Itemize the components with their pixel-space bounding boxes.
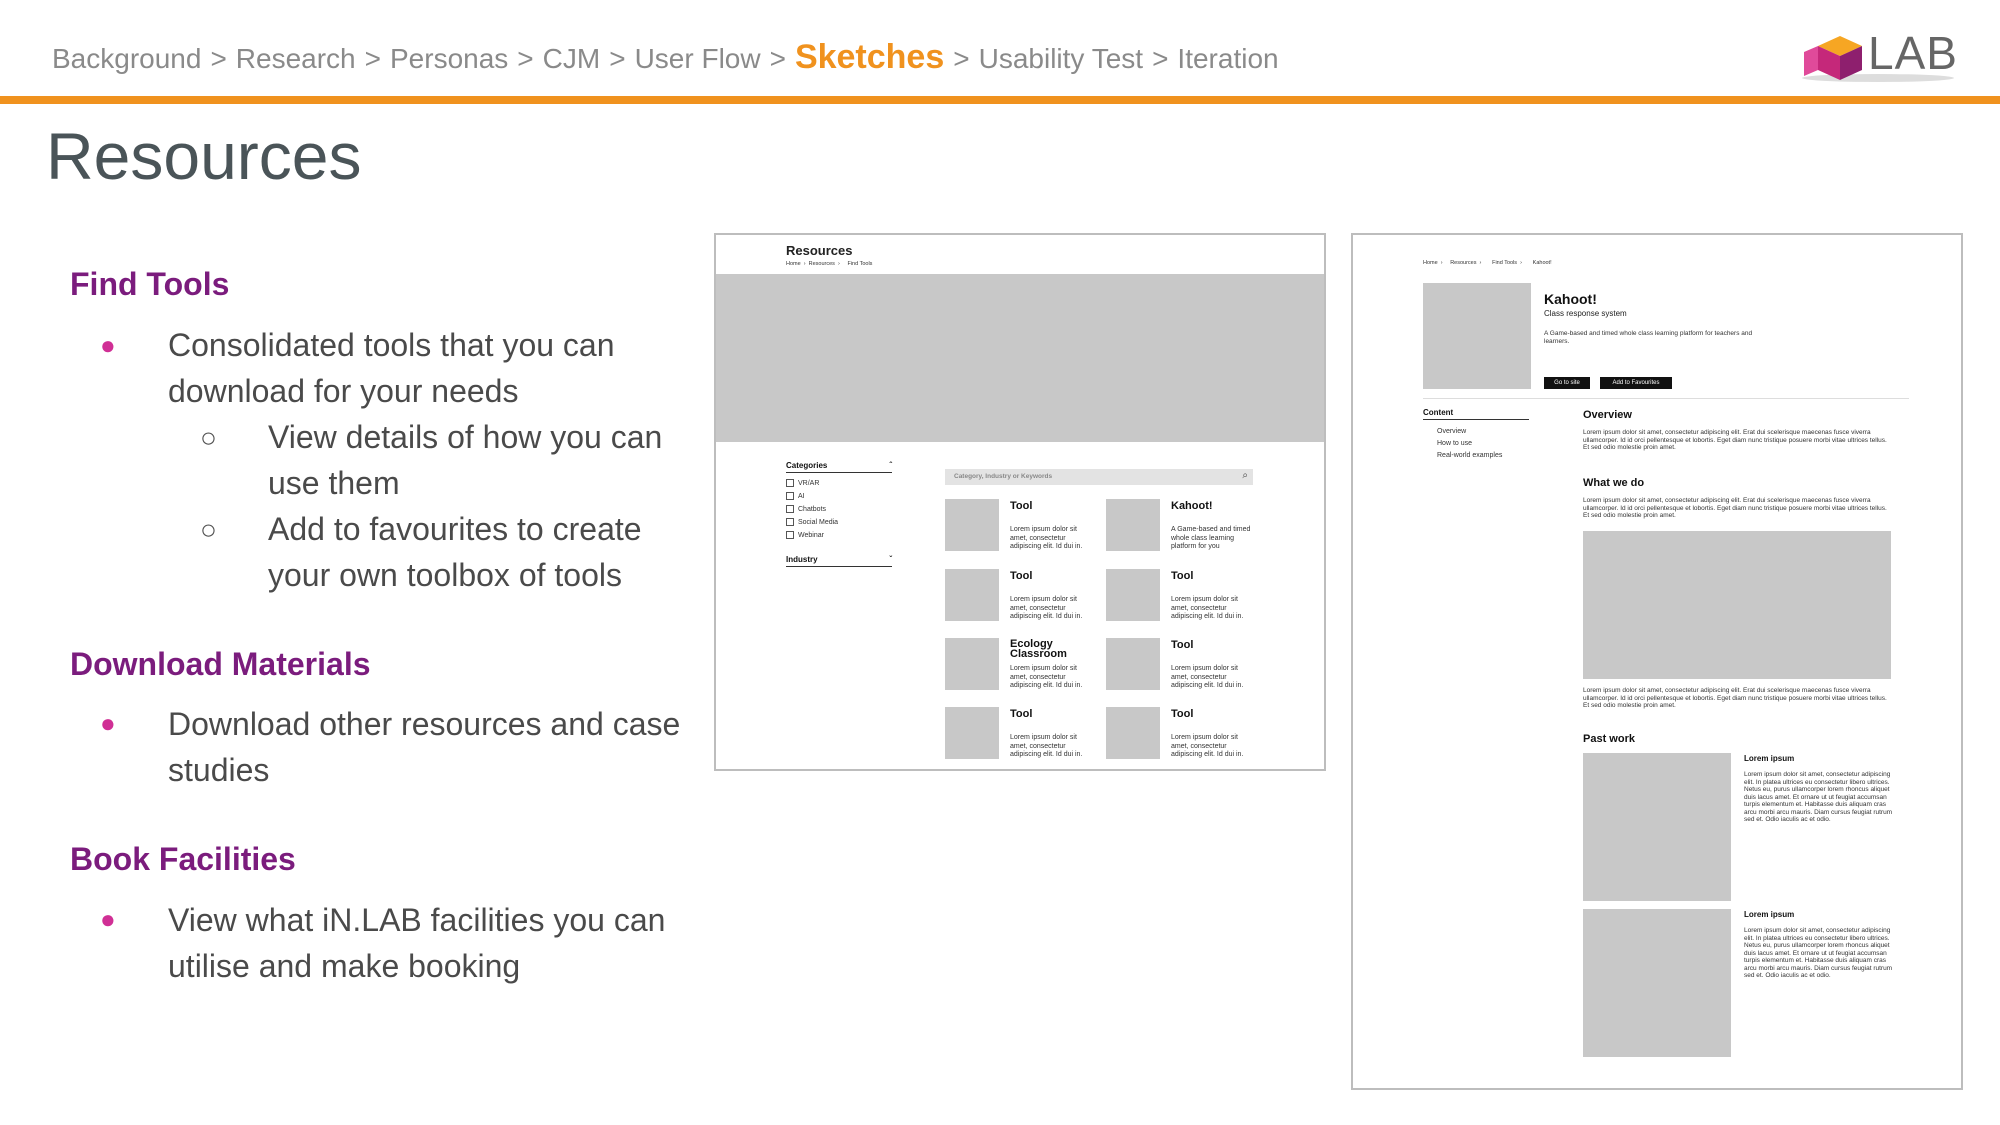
- wf1-tile-desc: Lorem ipsum dolor sit amet, consectetur adipiscing elit. Id dui in.: [1010, 734, 1083, 758]
- wf1-tile-title[interactable]: Tool: [1010, 500, 1033, 512]
- wf2-past-work-title[interactable]: Lorem ipsum: [1744, 754, 1795, 763]
- bullet-dot-icon: ●: [100, 708, 116, 738]
- subbullet-text: your own toolbox of tools: [268, 557, 622, 593]
- wf2-what-we-do-text: Lorem ipsum dolor sit amet, consectetur adipiscing elit. Erat dui scelerisque maecenas fusce viverra ullamcorper. Id id orci pellentesque et lobortis. Eget diam nunc tristique posuere morbi vitae ultrices tellus. Et sed odio molestie proin amet.: [1583, 497, 1887, 519]
- wf1-tile-desc: Lorem ipsum dolor sit amet, consectetur adipiscing elit. Id dui in.: [1010, 526, 1083, 550]
- checkbox-icon[interactable]: [786, 518, 794, 526]
- crumb-iteration[interactable]: Iteration: [1177, 43, 1279, 74]
- checkbox-icon[interactable]: [786, 531, 794, 539]
- wireframe-tool-detail: [1351, 233, 1963, 1090]
- wf1-tile-thumbnail[interactable]: [1106, 569, 1160, 621]
- wf1-tile-title[interactable]: Tool: [1171, 570, 1194, 582]
- wf1-category-checkbox[interactable]: Webinar: [786, 531, 824, 539]
- checkbox-icon[interactable]: [786, 505, 794, 513]
- bullet-text: download for your needs: [168, 373, 519, 409]
- wf2-tool-image: [1423, 283, 1531, 389]
- wf1-tile-title[interactable]: Tool: [1010, 570, 1033, 582]
- crumb-separator: >: [609, 43, 626, 74]
- wf2-content-link[interactable]: Overview: [1437, 428, 1467, 435]
- wireframe-resources-listing: [714, 233, 1326, 771]
- wf1-tile-thumbnail[interactable]: [1106, 707, 1160, 759]
- wf2-overview-heading: Overview: [1583, 409, 1632, 421]
- wf1-tile-title[interactable]: Ecology Classroom: [1010, 638, 1067, 660]
- section-heading-find-tools: Find Tools: [70, 266, 230, 302]
- search-icon[interactable]: ⌕: [1242, 470, 1248, 481]
- wf2-past-work-heading: Past work: [1583, 733, 1635, 745]
- wf1-category-checkbox[interactable]: VR/AR: [786, 479, 819, 487]
- crumb-separator: >: [1152, 43, 1169, 74]
- wf1-crumb[interactable]: Home: [786, 261, 801, 267]
- add-to-favourites-button[interactable]: Add to Favourites: [1600, 377, 1672, 389]
- crumb-separator: >: [364, 43, 381, 74]
- crumb-separator: >: [517, 43, 534, 74]
- breadcrumb: [52, 38, 1279, 77]
- wf2-after-image-text: Lorem ipsum dolor sit amet, consectetur adipiscing elit. Erat dui scelerisque maecenas fusce viverra ullamcorper. Id id orci pellentesque et lobortis. Eget diam nunc tristique posuere morbi vitae ultrices tellus. Et sed odio molestie proin amet.: [1583, 687, 1887, 709]
- wf2-overview-text: Lorem ipsum dolor sit amet, consectetur adipiscing elit. Erat dui scelerisque maecenas fusce viverra ullamcorper. Id id orci pellentesque et lobortis. Eget diam nunc tristique posuere morbi vitae ultrices tellus. Et sed odio molestie proin amet.: [1583, 429, 1887, 451]
- wf2-past-work-text: Lorem ipsum dolor sit amet, consectetur adipiscing elit. In platea ultrices eu consectetur libero ultrices. Netus eu, purus ullamcorper lorem rhoncus aliquet duis lacus amet. Et ornare ut ut feugiat accumsan turpis elementum et. Habitasse duis aliquam cras arcu morbi arcu mauris. Diam cursus feugiat rutrum sed et. Odio iaculis ac et odio.: [1744, 771, 1893, 823]
- wf1-tile-thumbnail[interactable]: [1106, 499, 1160, 551]
- subbullet-circle-icon: ○: [200, 422, 217, 453]
- wf2-past-work-text: Lorem ipsum dolor sit amet, consectetur adipiscing elit. In platea ultrices eu consectetur libero ultrices. Netus eu, purus ullamcorper lorem rhoncus aliquet duis lacus amet. Et ornare ut ut feugiat accumsan turpis elementum et. Habitasse duis aliquam cras arcu morbi arcu mauris. Diam cursus feugiat rutrum sed et. Odio iaculis ac et odio.: [1744, 927, 1893, 979]
- wf1-search-placeholder: Category, Industry or Keywords: [954, 473, 1053, 480]
- crumb-cjm[interactable]: CJM: [542, 43, 601, 74]
- wf2-content-link[interactable]: How to use: [1437, 440, 1473, 447]
- wf2-what-we-do-heading: What we do: [1583, 477, 1645, 489]
- crumb-background[interactable]: Background: [52, 43, 202, 74]
- wf1-category-checkbox[interactable]: Chatbots: [786, 505, 826, 513]
- wf1-tile-thumbnail[interactable]: [945, 638, 999, 690]
- wf1-tile-title[interactable]: Kahoot!: [1171, 500, 1213, 512]
- wf2-tool-desc: A Game-based and timed whole class learning platform for teachers and learners.: [1544, 330, 1753, 345]
- wf2-breadcrumb: Home › Resources › Find Tools › Kahoot!: [1423, 260, 1552, 266]
- checkbox-icon[interactable]: [786, 492, 794, 500]
- wf2-past-work-image[interactable]: [1583, 753, 1731, 901]
- wf1-tile-thumbnail[interactable]: [945, 707, 999, 759]
- go-to-site-button[interactable]: Go to site: [1544, 377, 1590, 389]
- wf1-breadcrumb: Home › Resources › Find Tools: [786, 261, 873, 267]
- bullet-text: Download other resources and case: [168, 706, 681, 742]
- wf1-tile-thumbnail[interactable]: [945, 499, 999, 551]
- wf1-hero-image: [716, 274, 1324, 442]
- wf1-industry-header[interactable]: Industry ˇ: [786, 555, 892, 567]
- bullet-text: View what iN.LAB facilities you can: [168, 902, 666, 938]
- wf1-category-checkbox[interactable]: Social Media: [786, 518, 838, 526]
- crumb-research[interactable]: Research: [235, 43, 356, 74]
- wf1-search-input[interactable]: [945, 469, 1253, 485]
- wf2-content-link[interactable]: Real-world examples: [1437, 452, 1503, 459]
- crumb-separator: >: [210, 43, 227, 74]
- wf1-title: Resources: [786, 243, 853, 258]
- wf1-tile-title[interactable]: Tool: [1171, 639, 1194, 651]
- wf2-content-label: Content: [1423, 408, 1529, 420]
- section-heading-book-facilities: Book Facilities: [70, 841, 296, 877]
- wf1-tile-title[interactable]: Tool: [1010, 708, 1033, 720]
- wf1-tile-desc: Lorem ipsum dolor sit amet, consectetur adipiscing elit. Id dui in.: [1010, 665, 1083, 689]
- wf1-tile-desc: Lorem ipsum dolor sit amet, consectetur adipiscing elit. Id dui in.: [1171, 596, 1244, 620]
- wf2-crumb[interactable]: Kahoot!: [1532, 260, 1552, 266]
- bullet-dot-icon: ●: [100, 330, 116, 360]
- crumb-user-flow[interactable]: User Flow: [634, 43, 761, 74]
- chevron-down-icon: ˇ: [889, 555, 892, 564]
- crumb-sketches-active[interactable]: Sketches: [794, 38, 945, 76]
- bullet-text: studies: [168, 752, 270, 788]
- wf1-tile-thumbnail[interactable]: [1106, 638, 1160, 690]
- wf2-crumb[interactable]: Resources: [1450, 260, 1477, 266]
- wf1-category-checkbox[interactable]: AI: [786, 492, 805, 500]
- header-divider: [0, 96, 2000, 104]
- crumb-personas[interactable]: Personas: [390, 43, 509, 74]
- bullet-dot-icon: ●: [100, 904, 116, 934]
- wf1-tile-desc: Lorem ipsum dolor sit amet, consectetur adipiscing elit. Id dui in.: [1171, 734, 1244, 758]
- crumb-separator: >: [953, 43, 970, 74]
- wf2-tool-name: Kahoot!: [1544, 291, 1597, 307]
- wf2-crumb[interactable]: Home: [1423, 260, 1438, 266]
- logo-text: LAB: [1868, 27, 1958, 79]
- wf1-tile-desc: A Game-based and timed whole class learning platform for you: [1171, 526, 1251, 550]
- bullet-text: utilise and make booking: [168, 948, 521, 984]
- section-heading-download-materials: Download Materials: [70, 646, 371, 682]
- wf2-divider: [1423, 398, 1909, 399]
- page-title: Resources: [46, 119, 362, 193]
- crumb-separator: >: [769, 43, 786, 74]
- wf1-tile-desc: Lorem ipsum dolor sit amet, consectetur adipiscing elit. Id dui in.: [1010, 596, 1083, 620]
- wf1-tile-thumbnail[interactable]: [945, 569, 999, 621]
- wf1-categories-header[interactable]: Categories ˆ: [786, 461, 892, 473]
- wf1-tile-title[interactable]: Tool: [1171, 708, 1194, 720]
- wf2-past-work-image[interactable]: [1583, 909, 1731, 1057]
- crumb-usability-test[interactable]: Usability Test: [978, 43, 1144, 74]
- wf1-crumb[interactable]: Find Tools: [847, 261, 873, 267]
- subbullet-circle-icon: ○: [200, 514, 217, 545]
- wf1-tile-desc: Lorem ipsum dolor sit amet, consectetur adipiscing elit. Id dui in.: [1171, 665, 1244, 689]
- wf2-crumb[interactable]: Find Tools: [1492, 260, 1518, 266]
- checkbox-icon[interactable]: [786, 479, 794, 487]
- subbullet-text: Add to favourites to create: [268, 511, 642, 547]
- bullet-text: Consolidated tools that you can: [168, 327, 615, 363]
- subbullet-text: use them: [268, 465, 400, 501]
- subbullet-text: View details of how you can: [268, 419, 663, 455]
- wf2-tool-subtitle: Class response system: [1544, 309, 1627, 318]
- wf2-main-image: [1583, 531, 1891, 679]
- wf1-crumb[interactable]: Resources: [808, 261, 835, 267]
- chevron-up-icon: ˆ: [889, 461, 892, 470]
- wf2-past-work-title[interactable]: Lorem ipsum: [1744, 910, 1795, 919]
